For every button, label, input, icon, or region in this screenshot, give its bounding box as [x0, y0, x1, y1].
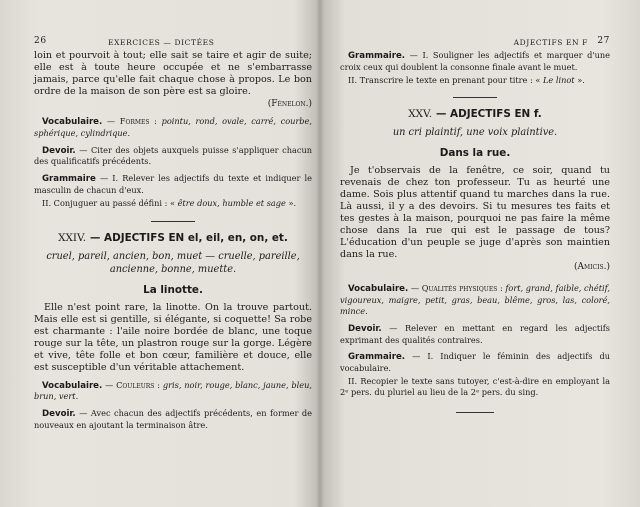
chapter-subtitle: un cri plaintif, une voix plaintive.: [392, 127, 558, 139]
exercise-label: Devoir.: [42, 409, 76, 420]
story-title: La linotte.: [143, 283, 203, 296]
exercise-close: ».: [285, 197, 297, 208]
exercise-key: Formes: [119, 116, 150, 126]
exercise-text: — Relever en mettant en regard les adjectifs exprimant des qualités contraires.: [340, 322, 610, 345]
story-title: Dans la rue.: [439, 147, 511, 160]
right-page-body: [340, 50, 610, 413]
right-page-number: 27: [597, 36, 610, 46]
section-divider: [151, 221, 195, 222]
exercise-label: Devoir.: [348, 323, 382, 334]
exercise-grammaire-3: [340, 351, 610, 374]
exercise-text: — I. Souligner les adjectifs et marquer d'une croix ceux qui doublent la consonne finale avant le muet.: [340, 50, 610, 72]
exercise-dash: —: [408, 283, 422, 294]
section-divider: [453, 97, 497, 98]
exercise-colon: :: [149, 116, 162, 126]
story-text: Elle n'est point rare, la linotte. On la trouve partout. Mais elle est si gentille, si élégante, si coquette! Sa robe est charmante : l'aile noire bordée de blanc, une toque rouge sur la tête, un plastron rouge sur la gorge. Légère et vive, tête folle et bon cœur, familière et douce, elle est susceptible d'un véritable attachement.: [34, 301, 312, 373]
chapter-heading-xxiv: [34, 232, 312, 244]
exercise-dash: —: [102, 116, 120, 126]
exercise-dash: —: [102, 379, 117, 390]
exercise-text: II. Conjuguer au passé défini : «: [42, 197, 178, 208]
left-running-head: [34, 38, 312, 50]
exercise-grammaire-1: [34, 173, 312, 196]
exercise-label: Grammaire.: [348, 51, 406, 61]
exercise-italic: Le linot: [542, 74, 575, 85]
chapter-title: — ADJECTIFS EN f.: [436, 108, 542, 121]
continued-attribution: (Fénelon.): [267, 99, 312, 109]
exercise-devoir-3: [340, 323, 610, 346]
exercise-key: Couleurs: [116, 379, 155, 390]
exercise-text: II. Transcrire le texte en prenant pour titre : «: [348, 74, 543, 85]
exercise-grammaire-3-part2: [340, 376, 610, 398]
left-page-body: [34, 50, 312, 431]
story-text: Je t'observais de la fenêtre, ce soir, quand tu revenais de chez ton professeur. Tu as heurté une dame. Sois plus attentif quand tu marches dans la rue. Là aussi, il y a des devoirs. Si tu mesures tes faits et tes gestes à la maison, pourquoi ne pas faire la même chose dans la rue qui est le passage de tous? L'éducation d'un peuple se juge d'après son maintien dans la rue.: [340, 165, 610, 261]
exercise-close: ».: [574, 74, 585, 85]
right-page: [340, 0, 610, 507]
exercise-grammaire-1-part2: [34, 198, 312, 209]
exercise-label: Vocabulaire.: [42, 117, 103, 127]
left-page: [34, 0, 312, 507]
exercise-label: Vocabulaire.: [348, 284, 409, 295]
exercise-colon: :: [497, 283, 506, 294]
chapter-heading-xxv: [340, 108, 610, 120]
exercise-italic: être doux, humble et sage: [177, 197, 286, 208]
exercise-label: Grammaire.: [348, 352, 406, 363]
exercise-label: Vocabulaire.: [42, 380, 103, 391]
left-page-number: 26: [34, 36, 47, 46]
exercise-vocabulaire-qualites: [340, 283, 610, 316]
chapter-numeral: XXIV.: [58, 231, 87, 244]
exercise-words: fort, grand, faible, chétif, vigoureux, maigre, petit, gras, beau, blême, gros, las, coloré, mince.: [340, 283, 610, 316]
exercise-text: — I. Relever les adjectifs du texte et indiquer le masculin de chacun d'eux.: [34, 173, 312, 195]
chapter-numeral: XXV.: [408, 108, 433, 121]
story-paragraph: [340, 165, 610, 273]
exercise-label: Devoir.: [42, 145, 76, 156]
exercise-text: — Avec chacun des adjectifs précédents, en former de nouveaux en ajoutant la terminaison âtre.: [34, 408, 312, 430]
exercise-text: — I. Indiquer le féminin des adjectifs du vocabulaire.: [340, 351, 610, 374]
right-running-title: ADJECTIFS EN F: [513, 38, 588, 47]
exercise-words: gris, noir, rouge, blanc, jaune, bleu, brun, vert.: [34, 379, 312, 402]
chapter-subtitle: cruel, pareil, ancien, bon, muet — cruelle, pareille, ancienne, bonne, muette.: [46, 250, 300, 275]
chapter-title: — ADJECTIFS EN el, eil, en, on, et.: [90, 231, 288, 244]
exercise-devoir-2: [34, 408, 312, 431]
end-divider: [456, 412, 494, 413]
exercise-vocabulaire-couleurs: [34, 380, 312, 403]
exercise-grammaire-2-part2: [340, 75, 610, 86]
exercise-devoir-1: [34, 145, 312, 168]
left-running-title: EXERCICES — DICTÉES: [108, 38, 215, 47]
exercise-vocabulaire-formes: [34, 116, 312, 139]
exercise-label: Grammaire: [42, 174, 96, 185]
exercise-key: Qualités physiques: [421, 283, 498, 294]
exercise-colon: :: [154, 379, 163, 390]
exercise-text: II. Recopier le texte sans tutoyer, c'est-à-dire en employant la 2ᵉ pers. du pluriel au lieu de la 2ᵉ pers. du sing.: [340, 375, 610, 397]
story-attribution: (Amicis.): [574, 262, 610, 273]
continued-text: loin et pourvoit à tout; elle sait se taire et agir de suite; elle est à toute heure occupée et ne s'embarrasse jamais, parce qu'elle fait chaque chose à propos. Le bon ordre de la maison de son père est sa gloire.: [34, 50, 312, 97]
exercise-text: — Citer des objets auxquels puisse s'appliquer chacun des qualificatifs précédents.: [34, 144, 312, 167]
book-gutter: [316, 0, 324, 507]
right-running-head: [340, 38, 610, 50]
exercise-grammaire-2: [340, 50, 610, 73]
continued-paragraph: [34, 50, 312, 110]
exercise-words: pointu, rond, ovale, carré, courbe, sphérique, cylindrique.: [34, 116, 312, 138]
